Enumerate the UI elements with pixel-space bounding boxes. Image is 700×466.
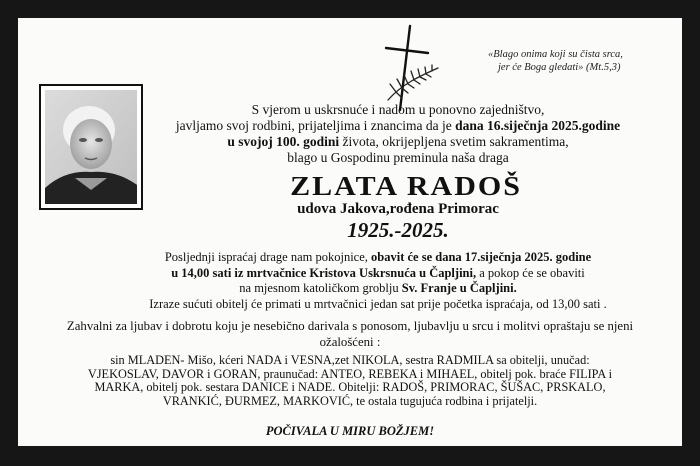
portrait-photo: [45, 90, 137, 204]
cemetery-name: Sv. Franje u Čapljini.: [401, 281, 517, 295]
obituary-notice: [18, 18, 682, 446]
funeral-date: obavit će se dana 17.siječnja 2025. godine: [371, 250, 592, 264]
bible-quote: [488, 48, 676, 74]
intro-line-2: [138, 118, 658, 134]
thanks-text: [28, 318, 672, 350]
closing-blessing: POČIVALA U MIRU BOŽJEM!: [265, 424, 435, 438]
intro-line-2-text: javljamo svoj rodbini, prijateljima i znancima da je: [175, 118, 456, 133]
funeral-details: [78, 250, 678, 312]
funeral-time-place: u 14,00 sati iz mrtvačnice Kristova Uskrsnuća u Čapljini,: [171, 265, 477, 280]
mourners-list: [26, 354, 674, 408]
deceased-subtitle: udova Jakova,rođena Primorac: [297, 201, 499, 217]
date-of-death: dana 16.siječnja 2025.godine: [455, 118, 621, 133]
mourners-line-3: MARKA, obitelj pok. sestara DANICE i NADE. Obitelji: RADOŠ, PRIMORAC, ŠUŠAC, PRSKALO,: [94, 380, 606, 394]
funeral-line-2: [78, 266, 678, 282]
quote-line-2: jer će Boga gledati» (Mt.5,3): [498, 62, 621, 73]
mourners-line-4: VRANKIĆ, ĐURMEZ, MARKOVIĆ, te ostala tugujuća rodbina i prijatelji.: [162, 393, 538, 408]
cross-with-palm-icon: [366, 22, 446, 114]
portrait-frame: [39, 84, 143, 210]
mourners-line-2: VJEKOSLAV, DAVOR i GORAN, praunučad: ANTEO, REBEKA i MIHAEL, obitelj pok. braće FILIPA i: [87, 366, 613, 381]
funeral-line-1-text: Posljednji ispraćaj drage nam pokojnice,: [164, 250, 372, 264]
intro-line-3-text: života, okrijepljena svetim sakramentima,: [339, 134, 569, 149]
intro-line-4: blago u Gospodinu preminula naša draga: [287, 150, 509, 165]
life-years: 1925.-2025.: [347, 218, 449, 242]
intro-line-3: [138, 134, 658, 150]
funeral-line-1: [78, 250, 678, 266]
thanks-line-1: Zahvalni za ljubav i dobrotu koju je nesebično darivala s ponosom, ljubavlju u srcu i molitvi opraštaju se njeni: [66, 319, 634, 333]
quote-line-1: «Blago onima koji su čista srca,: [488, 49, 623, 60]
announcement-intro: [138, 102, 658, 166]
age-at-death: u svojoj 100. godini: [227, 134, 340, 149]
funeral-line-2-text: a pokop će se obaviti: [476, 265, 585, 280]
funeral-line-3: [78, 281, 678, 297]
funeral-line-3-text: na mjesnom katoličkom groblju: [239, 281, 402, 295]
mourners-line-1: sin MLADEN- Mišo, kćeri NADA i VESNA,zet NIKOLA, sestra RADMILA sa obitelji, unučad:: [110, 353, 590, 367]
thanks-line-2: ožalošćeni :: [319, 335, 381, 349]
deceased-name: ZLATA RADOŠ: [290, 171, 522, 202]
intro-line-1: S vjerom u uskrsnuće i nadom u ponovno zajedništvo,: [251, 102, 545, 117]
condolences-line: Izraze sućuti obitelj će primati u mrtvačnici jedan sat prije početka ispraćaja, od 13,00 sati .: [149, 296, 607, 311]
